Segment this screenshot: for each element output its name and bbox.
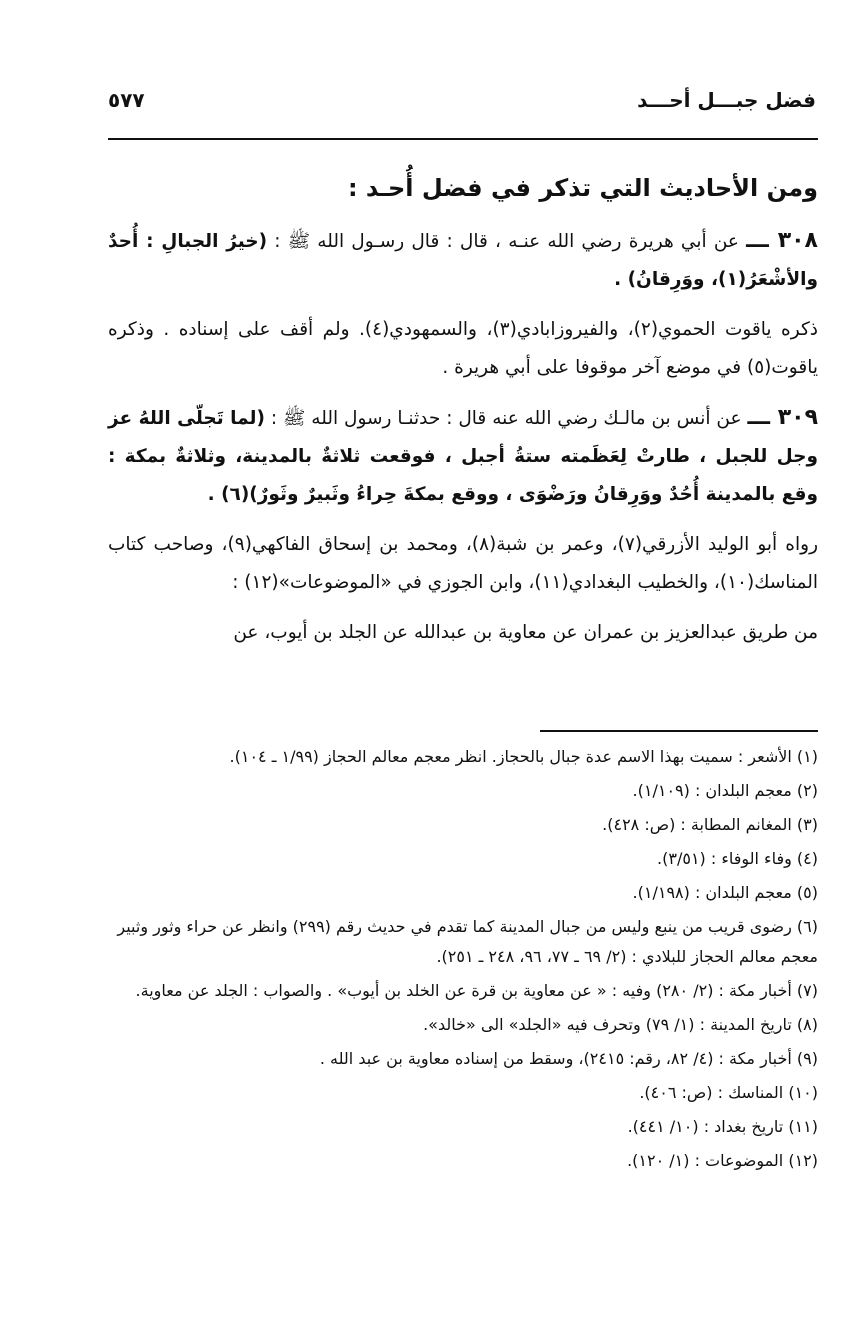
hadith-308-text: (خيرُ الجبالِ : أُحدٌ والأشْعَرُ(١)، ووَرِقانُ) . [108, 231, 818, 290]
footnote-7: (٧) أخبار مكة : (٢/ ٢٨٠) وفيه : « عن معاوية بن قرة عن الخلد بن أيوب» . والصواب : الجلد عن معاوية. [135, 981, 818, 1000]
running-header-title: فضل جبـــل أحـــد [637, 88, 816, 112]
footnote-10: (١٠) المناسك : (ص: ٤٠٦). [639, 1083, 818, 1102]
footnotes [108, 742, 818, 1180]
hadith-309 [108, 399, 818, 514]
footnote-12: (١٢) الموضوعات : (١/ ١٢٠). [627, 1151, 818, 1170]
footnote-1: (١) الأشعر : سميت بهذا الاسم عدة جبال بالحجاز. انظر معجم معالم الحجاز (١/٩٩ ـ ١٠٤). [229, 747, 818, 766]
hadith-308 [108, 222, 818, 299]
footnote-9: (٩) أخبار مكة : (٤/ ٨٢، رقم: ٢٤١٥)، وسقط من إسناده معاوية بن عبد الله . [319, 1049, 818, 1068]
footnote-2: (٢) معجم البلدان : (١/١٠٩). [632, 781, 818, 800]
hadith-309-text: (لما تَجلّى اللهُ عز وجل للجبل ، طارتْ لِعَظَمته ستةُ أجبل ، فوقعت ثلاثةٌ بالمدينة، وثلاثةٌ بمكة : وقع بالمدينة أُحُدٌ ووَرِقانُ ورَضْوَى ، ووقع بمكةَ حِراءُ وثَبيرٌ وثَورٌ)(٦) . [108, 408, 818, 505]
hadith-number-308: ٣٠٨ ـــ [746, 228, 818, 253]
commentary-paragraph-2: رواه أبو الوليد الأزرقي(٧)، وعمر بن شبة(٨)، ومحمد بن إسحاق الفاكهي(٩)، وصاحب كتاب المناسك(١٠)، والخطيب البغدادي(١١)، وابن الجوزي في «الموضوعات»(١٢) : [108, 534, 818, 593]
hadith-309-intro: عن أنس بن مالـك رضي الله عنه قال : حدثنـا رسول الله ﷺ : [270, 408, 748, 429]
footnote-5: (٥) معجم البلدان : (١/١٩٨). [632, 883, 818, 902]
hadith-number-309: ٣٠٩ ـــ [747, 405, 819, 430]
section-heading: ومن الأحاديث التي تذكر في فضل أُحـد : [347, 174, 818, 202]
footnote-6: (٦) رضوى قريب من ينبع وليس من جبال المدينة كما تقدم في حديث رقم (٢٩٩) وانظر عن حراء وثور وثبير معجم معالم الحجاز للبلادي : (٢/ ٦٩ ـ ٧٧، ٩٦، ٢٤٨ ـ ٢٥١). [117, 917, 818, 966]
hadith-308-intro: عن أبي هريرة رضي الله عنـه ، قال : قال رسـول الله ﷺ : [274, 231, 747, 252]
commentary-paragraph-3: من طريق عبدالعزيز بن عمران عن معاوية بن عبدالله عن الجلد بن أيوب، عن [233, 622, 818, 643]
header-divider [108, 138, 818, 140]
footnote-11: (١١) تاريخ بغداد : (١٠/ ٤٤١). [627, 1117, 818, 1136]
page-number: ٥٧٧ [108, 88, 145, 112]
commentary-paragraph-1: ذكره ياقوت الحموي(٢)، والفيروزابادي(٣)، والسمهودي(٤). ولم أقف على إسناده . وذكره ياقوت(٥) في موضع آخر موقوفا على أبي هريرة . [108, 319, 818, 378]
main-text [108, 168, 818, 664]
footnote-8: (٨) تاريخ المدينة : (١/ ٧٩) وتحرف فيه «الجلد» الى «خالد». [423, 1015, 818, 1034]
footnote-4: (٤) وفاء الوفاء : (٣/٥١). [657, 849, 818, 868]
footnote-divider [540, 730, 818, 732]
footnote-3: (٣) المغانم المطابة : (ص: ٤٢٨). [602, 815, 818, 834]
